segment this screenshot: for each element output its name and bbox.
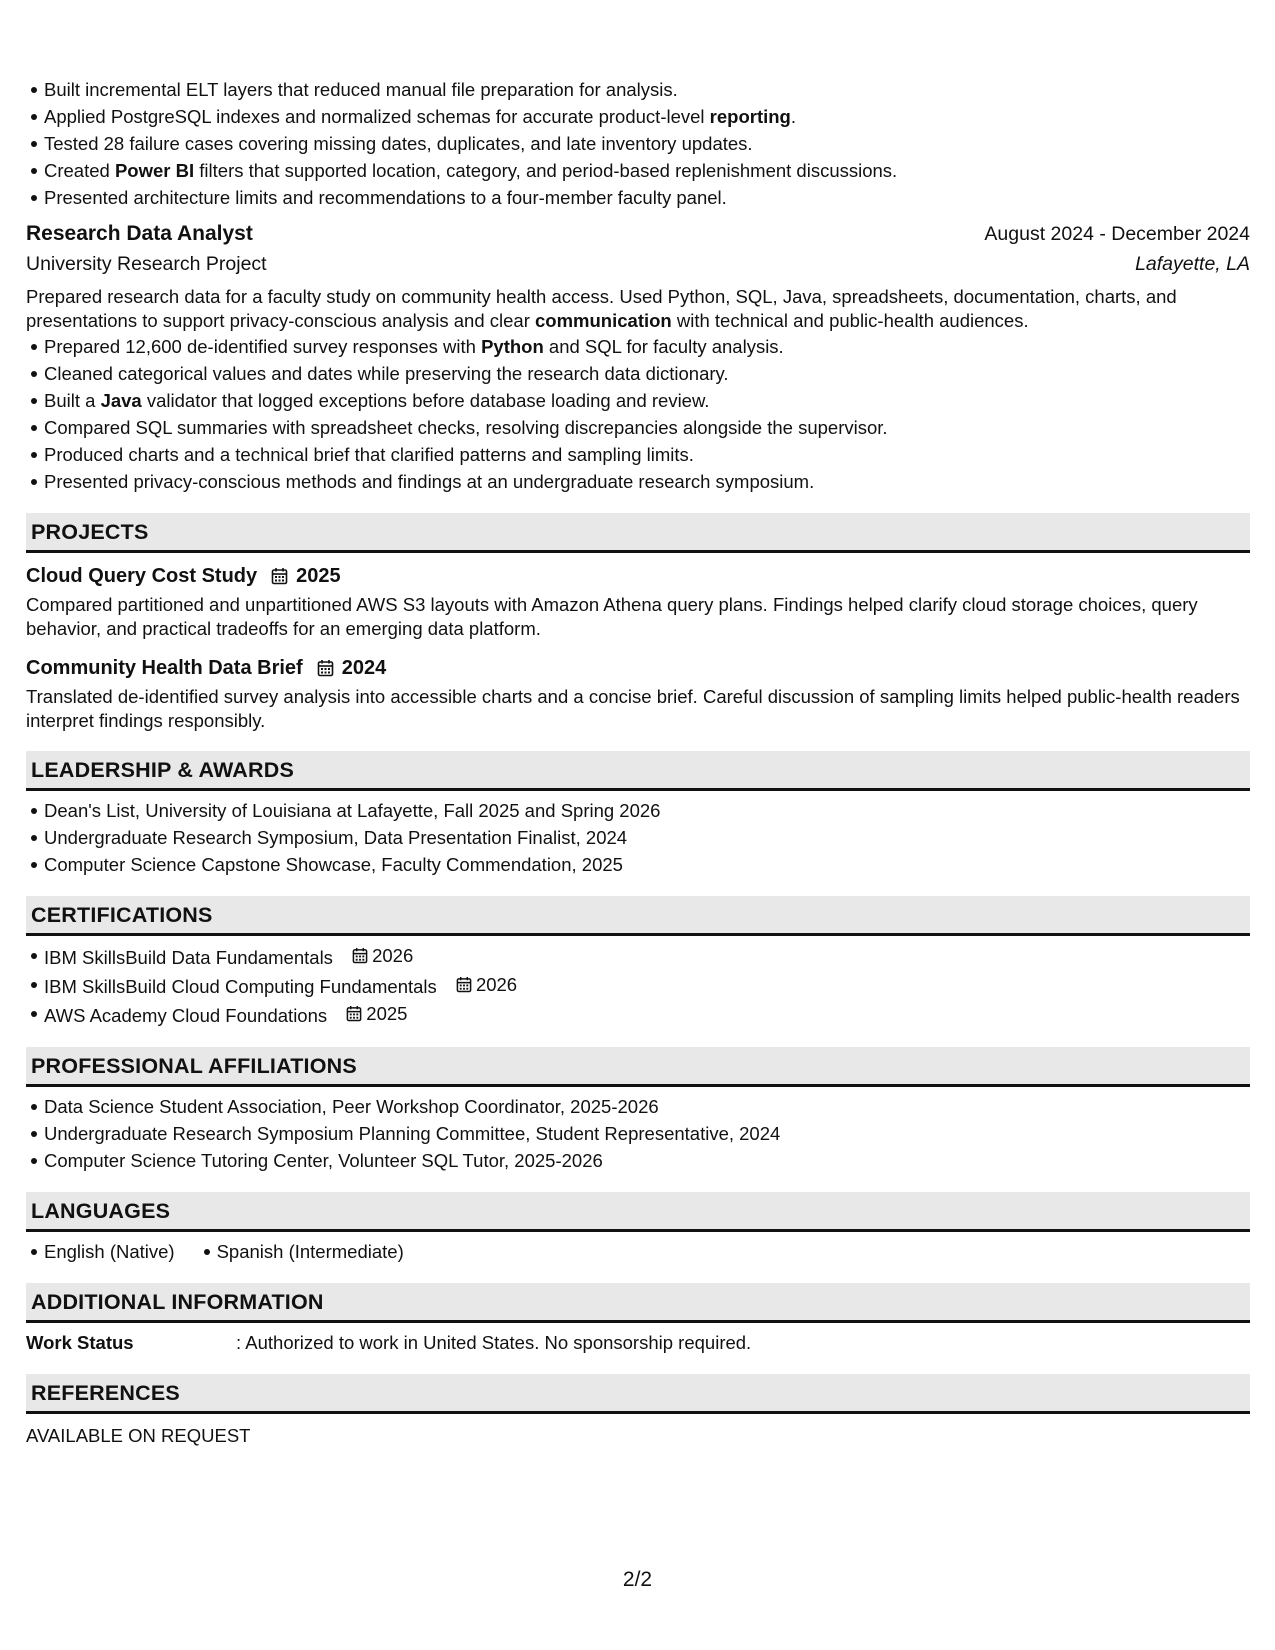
languages-list [26,1238,1250,1265]
list-item: English (Native) [26,1238,175,1265]
work-status-label: Work Status [26,1332,134,1353]
list-item [26,942,1250,971]
job-summary: Prepared research data for a faculty study on community health access. Used Python, SQL, Java, spreadsheets, documentation, charts, and presentations to support privacy-conscious analysis and clear communication with technical and public-health audiences. [26,286,1177,331]
work-status-row [26,1329,1250,1356]
calendar-icon [346,1005,362,1022]
certifications-list [26,942,1250,1029]
job-header [26,219,1250,249]
list-item: Tested 28 failure cases covering missing dates, duplicates, and late inventory updates. [26,130,1250,157]
section-heading-references: REFERENCES [26,1374,1250,1414]
list-item: Presented privacy-conscious methods and findings at an undergraduate research symposium. [26,468,1250,495]
list-item: Presented architecture limits and recommendations to a four-member faculty panel. [26,184,1250,211]
references-text: AVAILABLE ON REQUEST [26,1425,251,1446]
list-item: Computer Science Capstone Showcase, Faculty Commendation, 2025 [26,851,1250,878]
affiliations-list [26,1093,1250,1174]
certification-year: 2025 [366,1003,408,1024]
certification-year: 2026 [475,974,518,995]
list-item: Built incremental ELT layers that reduced manual file preparation for analysis. [26,76,1250,103]
page-number: 2/2 [622,1568,653,1591]
list-item [26,971,1250,1000]
list-item: Compared SQL summaries with spreadsheet checks, resolving discrepancies alongside the supervisor. [26,414,1250,441]
certification-name: IBM SkillsBuild Data Fundamentals [44,947,333,968]
job-title: Research Data Analyst [26,222,253,245]
calendar-icon [317,659,334,677]
list-item: Data Science Student Association, Peer Workshop Coordinator, 2025-2026 [26,1093,1250,1120]
work-status-value: : Authorized to work in United States. No sponsorship required. [236,1332,752,1353]
certification-name: AWS Academy Cloud Foundations [44,1005,328,1026]
job-dates: August 2024 - December 2024 [984,223,1250,245]
list-item: Dean's List, University of Louisiana at Lafayette, Fall 2025 and Spring 2026 [26,797,1250,824]
leadership-list [26,797,1250,878]
resume-content [26,76,1250,1449]
section-heading-additional: ADDITIONAL INFORMATION [26,1283,1250,1323]
section-heading-projects: PROJECTS [26,513,1250,553]
list-item: Prepared 12,600 de-identified survey responses with Python and SQL for faculty analysis. [26,333,1250,360]
list-item: Produced charts and a technical brief that clarified patterns and sampling limits. [26,441,1250,468]
list-item: Undergraduate Research Symposium, Data Presentation Finalist, 2024 [26,824,1250,851]
list-item: Spanish (Intermediate) [199,1238,404,1265]
list-item [26,1000,1250,1029]
section-heading-certifications: CERTIFICATIONS [26,896,1250,936]
list-item: Built a Java validator that logged exceptions before database loading and review. [26,387,1250,414]
project-title: Community Health Data Brief 2024 [26,653,1250,683]
job-location: Lafayette, LA [1135,253,1250,275]
list-item: Cleaned categorical values and dates while preserving the research data dictionary. [26,360,1250,387]
project-year: 2024 [341,657,387,679]
calendar-icon [352,947,368,964]
list-item: Created Power BI filters that supported location, category, and period-based replenishment discussions. [26,157,1250,184]
section-heading-affiliations: PROFESSIONAL AFFILIATIONS [26,1047,1250,1087]
project-year: 2025 [296,565,341,587]
job-organization: University Research Project [26,253,267,275]
calendar-icon [456,976,472,993]
job-subheader [26,249,1250,279]
project-title: Cloud Query Cost Study 2025 [26,561,1250,591]
list-item: Computer Science Tutoring Center, Volunteer SQL Tutor, 2025-2026 [26,1147,1250,1174]
list-item: Applied PostgreSQL indexes and normalized schemas for accurate product-level reporting. [26,103,1250,130]
section-heading-leadership: LEADERSHIP & AWARDS [26,751,1250,791]
certification-name: IBM SkillsBuild Cloud Computing Fundamentals [44,976,437,997]
prior-job-bullets [26,76,1250,211]
calendar-icon [271,567,288,585]
job-bullets [26,333,1250,495]
list-item: Undergraduate Research Symposium Planning Committee, Student Representative, 2024 [26,1120,1250,1147]
project-description: Translated de-identified survey analysis into accessible charts and a concise brief. Careful discussion of sampling limits helped public-health readers interpret findings responsibly. [26,686,1240,731]
section-heading-languages: LANGUAGES [26,1192,1250,1232]
certification-year: 2026 [372,945,414,966]
project-description: Compared partitioned and unpartitioned AWS S3 layouts with Amazon Athena query plans. Findings helped clarify cloud storage choices, query behavior, and practical tradeoffs for an emerging data platform. [26,594,1198,639]
